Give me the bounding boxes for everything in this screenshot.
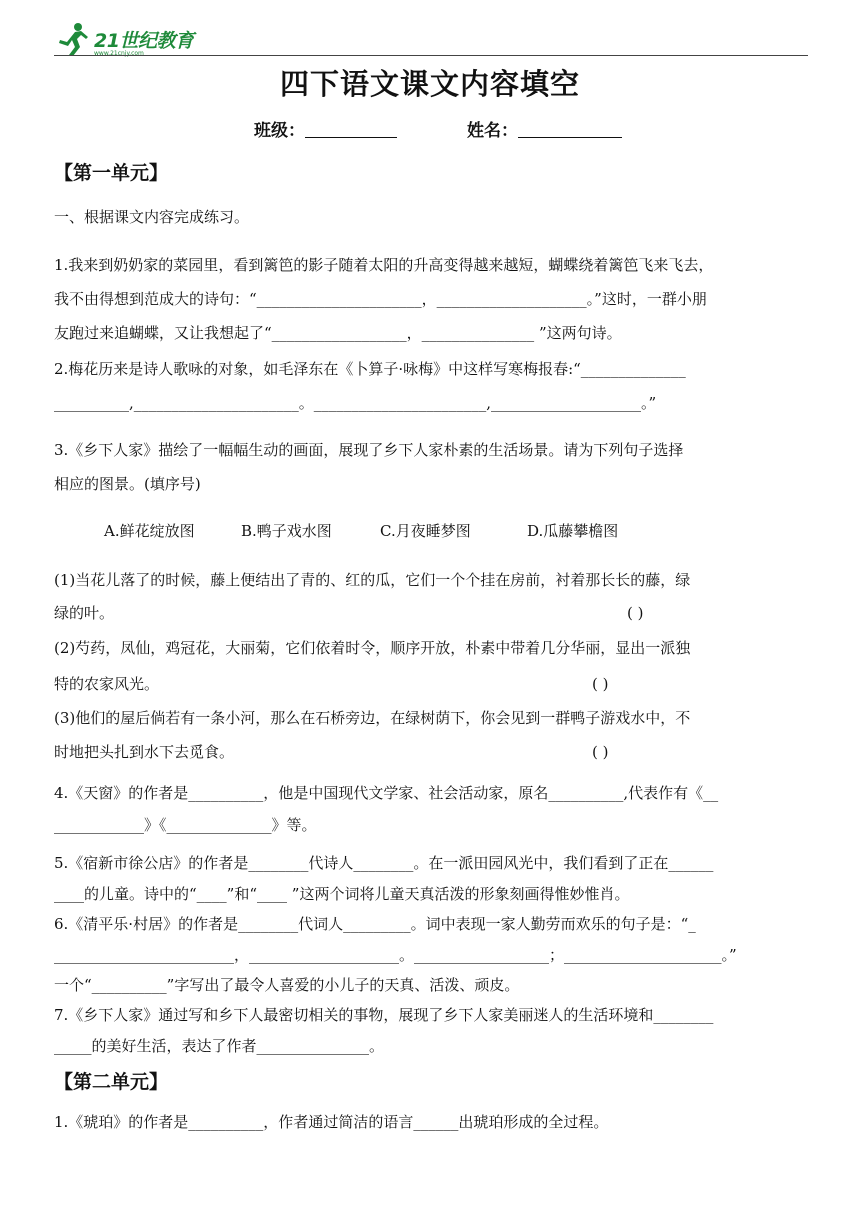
text-line: 2.梅花历来是诗人歌咏的对象，如毛泽东在《卜算子·咏梅》中这样写寒梅报春:“______________ bbox=[54, 360, 686, 378]
text-line: __________,______________________。_______________________,____________________。” bbox=[54, 394, 657, 412]
name-blank[interactable] bbox=[518, 121, 622, 138]
answer-blank[interactable]: ( ) bbox=[592, 675, 609, 693]
unit-heading: 【第二单元】 bbox=[54, 1071, 169, 1093]
option-d: D.瓜藤攀檐图 bbox=[527, 522, 619, 540]
text-line: ____的儿童。诗中的“____”和“____ ”这两个词将儿童天真活泼的形象刻画得惟妙惟肖。 bbox=[54, 885, 630, 903]
logo-url: www.21cnjy.com bbox=[94, 50, 144, 57]
section-instruction: 一、根据课文内容完成练习。 bbox=[54, 208, 250, 226]
text-line: 3.《乡下人家》描绘了一幅幅生动的画面，展现了乡下人家朴素的生活场景。请为下列句子选择 bbox=[54, 441, 684, 459]
text-line: (3)他们的屋后倘若有一条小河，那么在石桥旁边，在绿树荫下，你会见到一群鸭子游戏水中，不 bbox=[54, 709, 691, 727]
text-line: 6.《清平乐·村居》的作者是________代词人_________。词中表现一家人勤劳而欢乐的句子是：“_ bbox=[54, 915, 696, 933]
option-a: A.鲜花绽放图 bbox=[104, 522, 195, 540]
text-line: (2)芍药，凤仙，鸡冠花，大丽菊，它们依着时令，顺序开放，朴素中带着几分华丽，显出一派独 bbox=[54, 639, 691, 657]
class-label: 班级： bbox=[254, 121, 305, 141]
unit-heading: 【第一单元】 bbox=[54, 162, 169, 184]
class-blank[interactable] bbox=[305, 121, 397, 138]
text-line: ________________________，____________________。__________________；_____________________。” bbox=[54, 946, 737, 964]
answer-blank[interactable]: ( ) bbox=[627, 604, 644, 622]
answer-blank[interactable]: ( ) bbox=[592, 743, 609, 761]
header-divider bbox=[54, 55, 808, 56]
text-line: 1.我来到奶奶家的菜园里，看到篱笆的影子随着太阳的升高变得越来越短，蝴蝶绕着篱笆飞来飞去， bbox=[54, 256, 714, 274]
text-line: 4.《天窗》的作者是__________，他是中国现代文学家、社会活动家，原名__________,代表作有《__ bbox=[54, 784, 719, 802]
text-line: (1)当花儿落了的时候，藤上便结出了青的、红的瓜，它们一个个挂在房前，衬着那长长的藤，绿 bbox=[54, 571, 691, 589]
text-line: 1.《琥珀》的作者是__________，作者通过简洁的语言______出琥珀形成的全过程。 bbox=[54, 1113, 609, 1131]
logo bbox=[54, 20, 194, 60]
runner-logo-icon bbox=[54, 20, 92, 58]
text-line: 我不由得想到范成大的诗句：“______________________，____________________。”这时，一群小朋 bbox=[54, 290, 707, 308]
option-c: C.月夜睡梦图 bbox=[380, 522, 471, 540]
name-field bbox=[467, 116, 622, 141]
page-title: 四下语文课文内容填空 bbox=[279, 67, 580, 101]
text-line: 相应的图景。(填序号) bbox=[54, 475, 201, 493]
text-line: 时地把头扎到水下去觅食。 bbox=[54, 743, 235, 761]
text-line: ____________》《______________》等。 bbox=[54, 816, 317, 834]
logo-text: 21世纪教育 bbox=[94, 30, 194, 52]
text-line: 特的农家风光。 bbox=[54, 675, 160, 693]
name-label: 姓名： bbox=[467, 121, 518, 141]
class-field bbox=[254, 116, 397, 141]
text-line: 绿的叶。 bbox=[54, 604, 115, 622]
text-line: 5.《宿新市徐公店》的作者是________代诗人________。在一派田园风光中，我们看到了正在______ bbox=[54, 854, 714, 872]
text-line: 友跑过来追蝴蝶，又让我想起了“__________________，_______________ ”这两句诗。 bbox=[54, 324, 622, 342]
text-line: 7.《乡下人家》通过写和乡下人最密切相关的事物，展现了乡下人家美丽迷人的生活环境和________ bbox=[54, 1006, 714, 1024]
text-line: _____的美好生活，表达了作者_______________。 bbox=[54, 1037, 385, 1055]
text-line: 一个“__________”字写出了最令人喜爱的小儿子的天真、活泼、顽皮。 bbox=[54, 976, 520, 994]
option-b: B.鸭子戏水图 bbox=[241, 522, 332, 540]
